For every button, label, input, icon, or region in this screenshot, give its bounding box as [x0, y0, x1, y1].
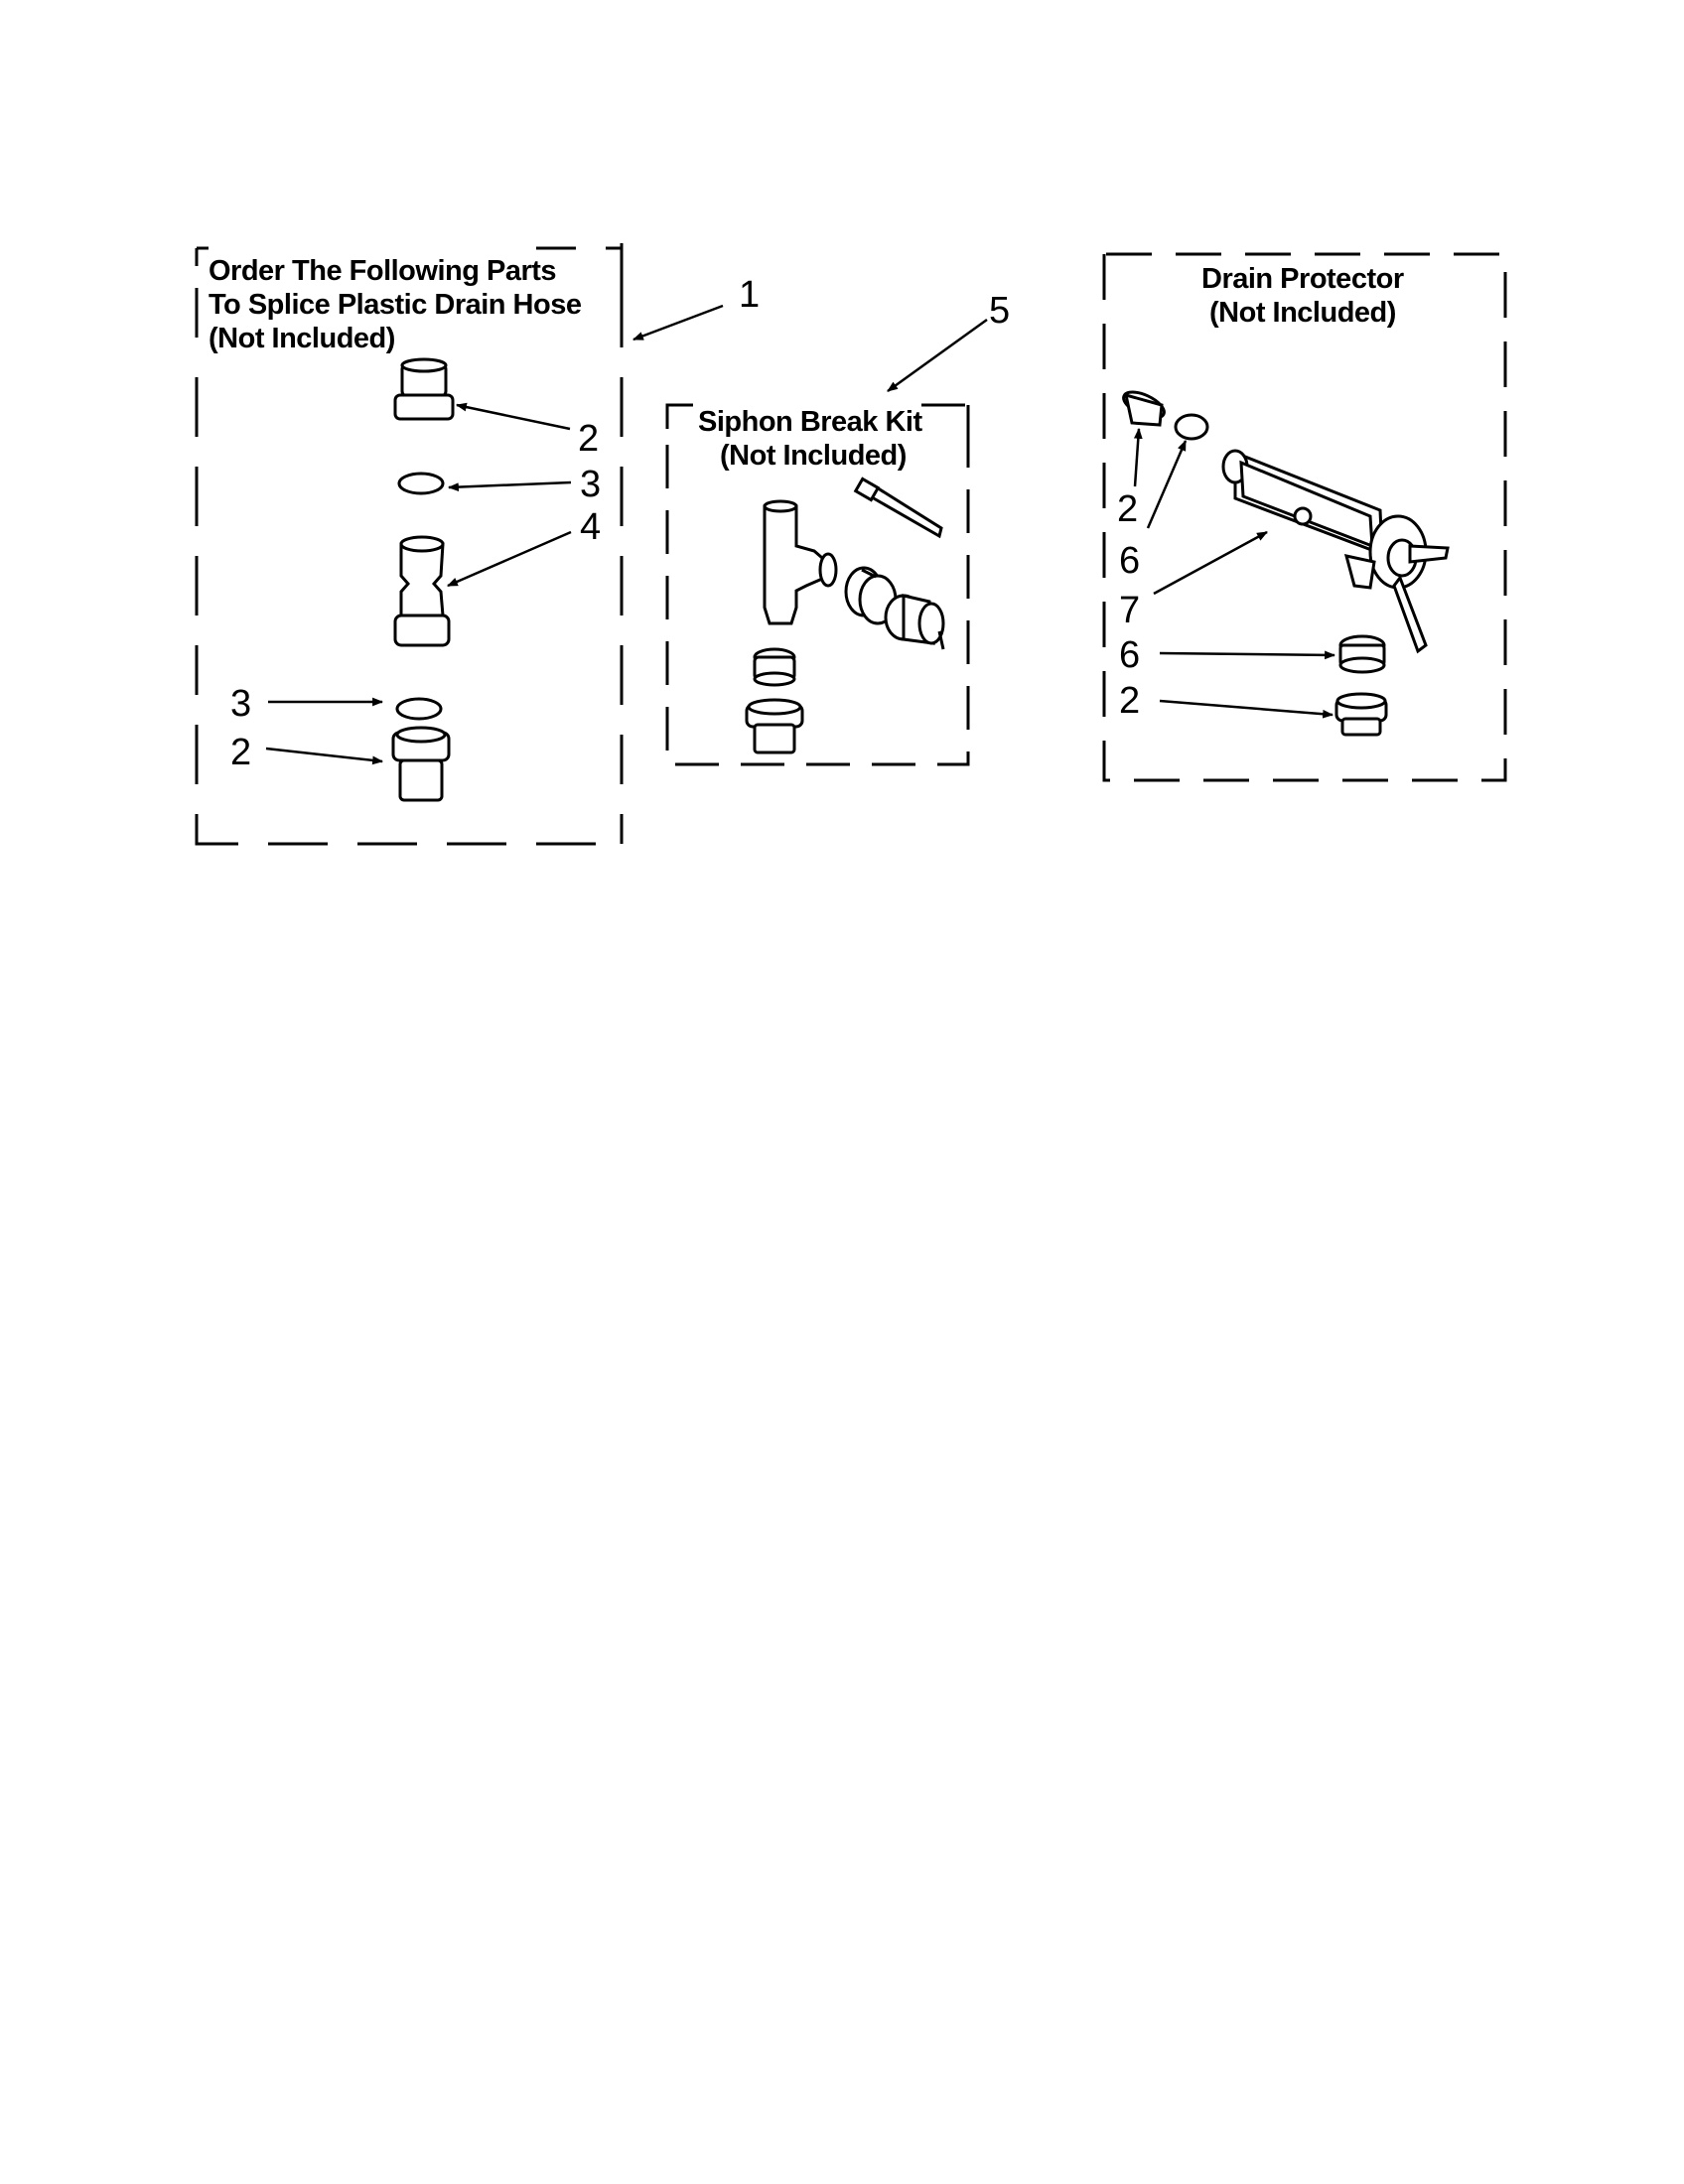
callout-arrow-coupler — [448, 532, 571, 586]
siphon-tie-strap — [856, 478, 941, 536]
splice-bottom-clamp — [397, 699, 441, 719]
splice-title-line3: (Not Included) — [209, 323, 395, 354]
siphon-tee-fitting — [765, 501, 836, 623]
callout-arrow-drain-body — [1154, 532, 1267, 594]
callout-arrow-drain-top-clamp — [1148, 441, 1186, 528]
splice-coupler — [395, 537, 449, 645]
splice-bottom-connector — [393, 728, 449, 800]
callout-arrow-drain-top-connector — [1135, 429, 1139, 486]
callout-drain-top-connector: 2 — [1117, 488, 1139, 530]
callout-drain-top-clamp: 6 — [1119, 540, 1141, 582]
drain-top-connector — [1120, 387, 1168, 425]
callout-arrow-top-clamp — [449, 482, 571, 487]
drain-top-clamp — [1176, 415, 1207, 439]
siphon-side-connector — [886, 596, 943, 649]
siphon-title-line2: (Not Included) — [720, 440, 907, 472]
callout-siphon-kit: 5 — [989, 290, 1011, 332]
drain-protector-body — [1223, 451, 1448, 651]
callout-drain-bottom-connector: 2 — [1119, 680, 1141, 722]
drain-bottom-clamp — [1340, 636, 1384, 672]
callout-splice-kit: 1 — [739, 274, 761, 316]
splice-top-connector — [395, 359, 453, 419]
callout-arrow-splice-kit — [633, 306, 723, 340]
callout-arrow-drain-bottom-clamp — [1160, 653, 1334, 655]
siphon-title-line1: Siphon Break Kit — [698, 406, 922, 438]
siphon-bottom-clamp — [755, 649, 794, 685]
callout-bottom-clamp: 3 — [230, 683, 252, 725]
drain-title-line2: (Not Included) — [1209, 297, 1396, 329]
callout-top-clamp: 3 — [580, 464, 602, 505]
callout-drain-bottom-clamp: 6 — [1119, 634, 1141, 676]
callout-bottom-connector: 2 — [230, 732, 252, 773]
callout-coupler: 4 — [580, 506, 602, 548]
callout-arrow-siphon-kit — [888, 320, 987, 391]
callout-top-connector: 2 — [578, 418, 600, 460]
splice-title-line1: Order The Following Parts — [209, 255, 557, 287]
callout-arrow-bottom-connector — [266, 749, 382, 761]
splice-title-line2: To Splice Plastic Drain Hose — [209, 289, 582, 321]
splice-top-clamp — [399, 474, 443, 493]
callout-drain-body: 7 — [1119, 590, 1141, 631]
callout-arrow-top-connector — [457, 405, 570, 429]
callout-arrow-drain-bottom-connector — [1160, 701, 1333, 715]
siphon-bottom-connector — [747, 700, 802, 752]
drain-title-line1: Drain Protector — [1201, 263, 1404, 295]
drain-bottom-connector — [1336, 694, 1386, 735]
